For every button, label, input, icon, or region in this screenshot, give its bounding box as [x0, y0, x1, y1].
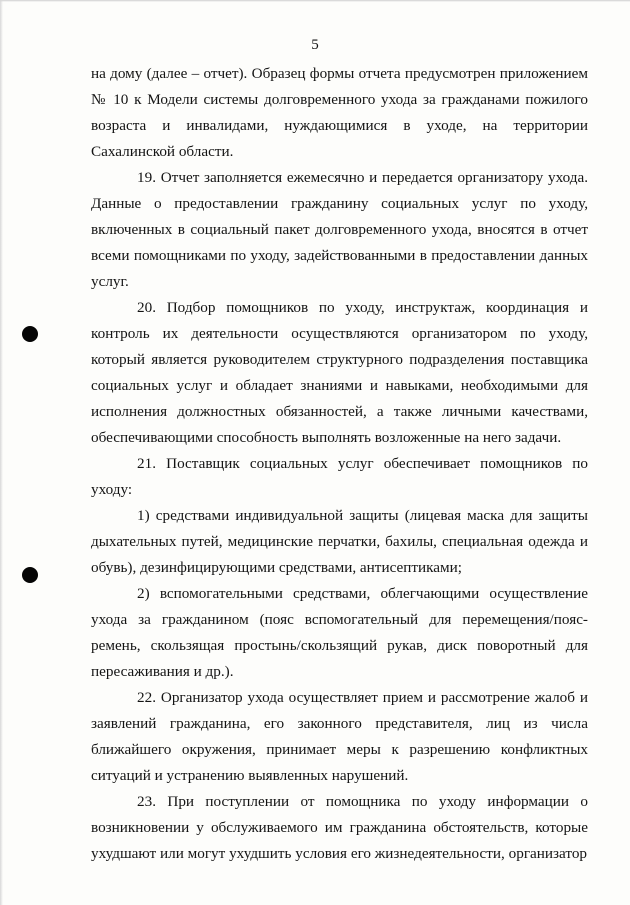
document-body — [91, 61, 588, 867]
scan-top-edge — [0, 0, 630, 2]
page-number: 5 — [311, 37, 319, 53]
paragraph-21-item-1: 1) средствами индивидуальной защиты (лицевая маска для защиты дыхательных путей, медицинские перчатки, бахилы, специальная одежда и обувь), дезинфицирующими средствами, антисептиками; — [91, 507, 588, 576]
paragraph-21: 21. Поставщик социальных услуг обеспечивает помощников по уходу: — [91, 455, 588, 498]
paragraph-23: 23. При поступлении от помощника по уходу информации о возникновении у обслуживаемого им гражданина обстоятельств, которые ухудшают или могут ухудшить условия его жизнедеятельности, организатор — [91, 793, 588, 862]
paragraph-22: 22. Организатор ухода осуществляет прием и рассмотрение жалоб и заявлений гражданина, его законного представителя, лиц из числа ближайшего окружения, принимает меры к разрешению конфликтных ситуаций и устранению выявленных нарушений. — [91, 689, 588, 784]
paragraph-21-item-2: 2) вспомогательными средствами, облегчающими осуществление ухода за гражданином (пояс вспомогательный для перемещения/пояс-ремень, скользящая простынь/скользящий рукав, диск поворотный для пересаживания и др.). — [91, 585, 588, 680]
paragraph-20: 20. Подбор помощников по уходу, инструктаж, координация и контроль их деятельности осуществляются организатором по уходу, который является руководителем структурного подразделения поставщика социальных услуг и обладает знаниями и навыками, необходимыми для исполнения должностных обязанностей, а также личными качествами, обеспечивающими способность выполнять возложенные на него задачи. — [91, 299, 588, 446]
binder-hole-mark — [22, 567, 38, 583]
binder-hole-mark — [22, 326, 38, 342]
paragraph-19: 19. Отчет заполняется ежемесячно и передается организатору ухода. Данные о предоставлении гражданину социальных услуг по уходу, включенных в социальный пакет долговременного ухода, вносятся в отчет всеми помощниками по уходу, задействованными в предоставлении данных услуг. — [91, 169, 588, 290]
paragraph-continuation: на дому (далее – отчет). Образец формы отчета предусмотрен приложением № 10 к Модели системы долговременного ухода за гражданами пожилого возраста и инвалидами, нуждающимися в уходе, на территории Сахалинской области. — [91, 65, 588, 160]
scan-left-edge — [0, 0, 3, 905]
